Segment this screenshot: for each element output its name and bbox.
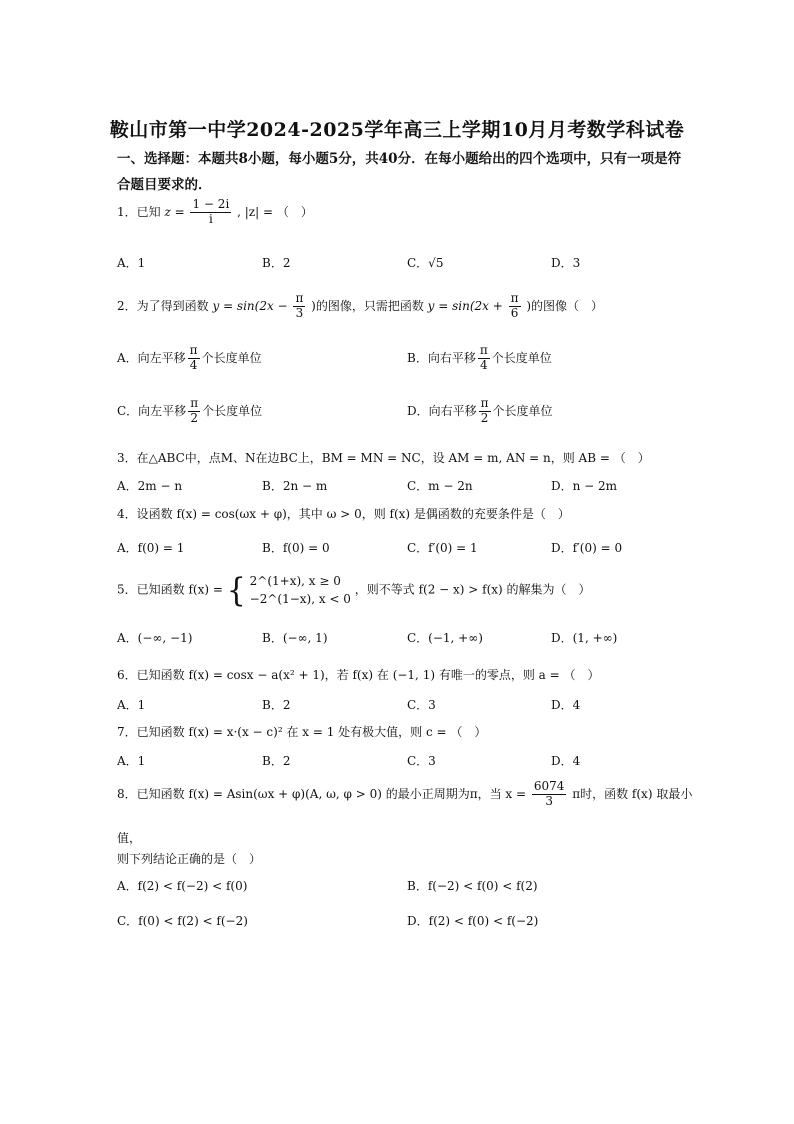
q6-option-c[interactable]: C．3 [407,698,436,712]
q7-option-a[interactable]: A．1 [117,754,146,768]
q1-option-b[interactable]: B．2 [262,256,291,270]
q2-func2: y = sin(2x + [427,298,507,313]
q2-frac1 [293,292,305,321]
question-1 [117,198,313,227]
piecewise-brace: { [226,570,246,610]
q6-option-d[interactable]: D．4 [551,698,581,712]
q2c-den: 2 [190,410,198,425]
q4-option-d[interactable]: D．f′(0) = 0 [551,541,623,555]
q2d-pre: D．向右平移 [407,403,477,418]
q2d-num: π [480,396,489,410]
q1-prefix: 1．已知 [117,204,161,219]
q2-frac2-num: π [510,291,519,305]
q2a-den: 4 [189,357,198,372]
q2c-pre: C．向左平移 [117,403,187,418]
q2a-post: 个长度单位 [201,350,262,365]
q3-option-b[interactable]: B．2n − m [262,479,328,493]
q2c-num: π [190,396,199,410]
q2d-den: 2 [480,410,489,425]
q7-option-d[interactable]: D．4 [551,754,581,768]
q8-post: π时，函数 f(x) 取最小 [572,786,693,801]
q2-prefix: 2．为了得到函数 [117,298,209,313]
q7-option-c[interactable]: C．3 [407,754,436,768]
question-8-line3: 则下列结论正确的是（ ） [117,852,262,866]
q5-post: ，则不等式 f(2 − x) > f(x) 的解集为（ ） [354,582,591,597]
q1-num: 1 − 2i [192,197,230,211]
q8-prefix: 8．已知函数 f(x) = Asin(ωx + φ)(A, ω, φ > 0) 的最小正周期为π，当 x = [117,786,530,801]
q2-option-d[interactable] [407,397,553,426]
q5-option-a[interactable]: A．(−∞, −1) [117,631,193,645]
q7-option-b[interactable]: B．2 [262,754,291,768]
q2-func1: y = sin(2x − [212,298,292,313]
q4-option-b[interactable]: B．f(0) = 0 [262,541,330,555]
q8-num: 6074 [533,779,565,793]
q5-prefix: 5．已知函数 f(x) = [117,582,227,597]
question-8 [117,780,692,809]
q1-fraction [190,198,231,227]
q3-option-c[interactable]: C．m − 2n [407,479,473,493]
q8-option-b[interactable]: B．f(−2) < f(0) < f(2) [407,879,538,893]
q2d-frac [479,397,491,426]
q2a-pre: A．向左平移 [117,350,186,365]
q2b-den: 4 [479,357,488,372]
q2d-post: 个长度单位 [492,403,553,418]
q2c-post: 个长度单位 [202,403,263,418]
q8-option-c[interactable]: C．f(0) < f(2) < f(−2) [117,914,248,928]
q2b-frac [478,344,490,373]
page-title: 鞍山市第一中学2024-2025学年高三上学期10月月考数学科试卷 [109,119,685,141]
q1-post: , |z| = （ ） [237,204,313,219]
q1-option-c[interactable]: C．√5 [407,256,444,270]
q5-option-b[interactable]: B．(−∞, 1) [262,631,328,645]
q5-option-c[interactable]: C．(−1, +∞) [407,631,483,645]
q8-den: 3 [545,793,553,808]
q2-mid: )的图像，只需把函数 [311,298,424,313]
q3-option-d[interactable]: D．n − 2m [551,479,618,493]
q2-post: )的图像（ ） [526,298,604,313]
q2a-frac [188,344,200,373]
q2-frac2-den: 6 [510,305,519,320]
q2-option-c[interactable] [117,397,262,426]
q2-option-a[interactable] [117,344,262,373]
q1-option-d[interactable]: D．3 [551,256,581,270]
q1-lhs: z = [164,204,189,219]
q5-case1: 2^(1+x), x ≥ 0 [249,574,341,588]
question-4: 4．设函数 f(x) = cos(ωx + φ)，其中 ω > 0，则 f(x) 是偶函数的充要条件是（ ） [117,507,570,521]
q2c-frac [188,397,200,426]
question-7: 7．已知函数 f(x) = x·(x − c)² 在 x = 1 处有极大值，则 c = （ ） [117,725,487,739]
question-5 [117,572,591,608]
q3-option-a[interactable]: A．2m − n [117,479,183,493]
q2b-pre: B．向右平移 [407,350,476,365]
q6-option-a[interactable]: A．1 [117,698,146,712]
q2-frac1-den: 3 [295,305,304,320]
question-8-line2: 值， [117,831,142,845]
q5-option-d[interactable]: D．(1, +∞) [551,631,618,645]
q2-frac2 [509,292,521,321]
section-heading: 一、选择题：本题共8小题，每小题5分，共40分．在每小题给出的四个选项中，只有一项是符合题目要求的． [117,151,682,193]
q2-frac1-num: π [295,291,304,305]
q8-fraction [532,780,567,809]
question-2 [117,292,603,321]
q1-den: i [208,211,213,226]
q2a-num: π [189,343,198,357]
q4-option-a[interactable]: A．f(0) = 1 [117,541,185,555]
q5-piecewise [250,572,351,608]
q2b-num: π [479,343,488,357]
q8-option-a[interactable]: A．f(2) < f(−2) < f(0) [117,879,248,893]
q2b-post: 个长度单位 [491,350,552,365]
q1-option-a[interactable]: A．1 [117,256,146,270]
question-6: 6．已知函数 f(x) = cosx − a(x² + 1)，若 f(x) 在 (−1, 1) 有唯一的零点，则 a = （ ） [117,668,600,682]
question-3: 3．在△ABC中，点M、N在边BC上，BM = MN = NC，设 AM = m, AN = n，则 AB = （ ） [117,451,650,465]
q4-option-c[interactable]: C．f′(0) = 1 [407,541,478,555]
q6-option-b[interactable]: B．2 [262,698,291,712]
q5-case2: −2^(1−x), x < 0 [249,592,351,606]
q2-option-b[interactable] [407,344,552,373]
q8-option-d[interactable]: D．f(2) < f(0) < f(−2) [407,914,539,928]
